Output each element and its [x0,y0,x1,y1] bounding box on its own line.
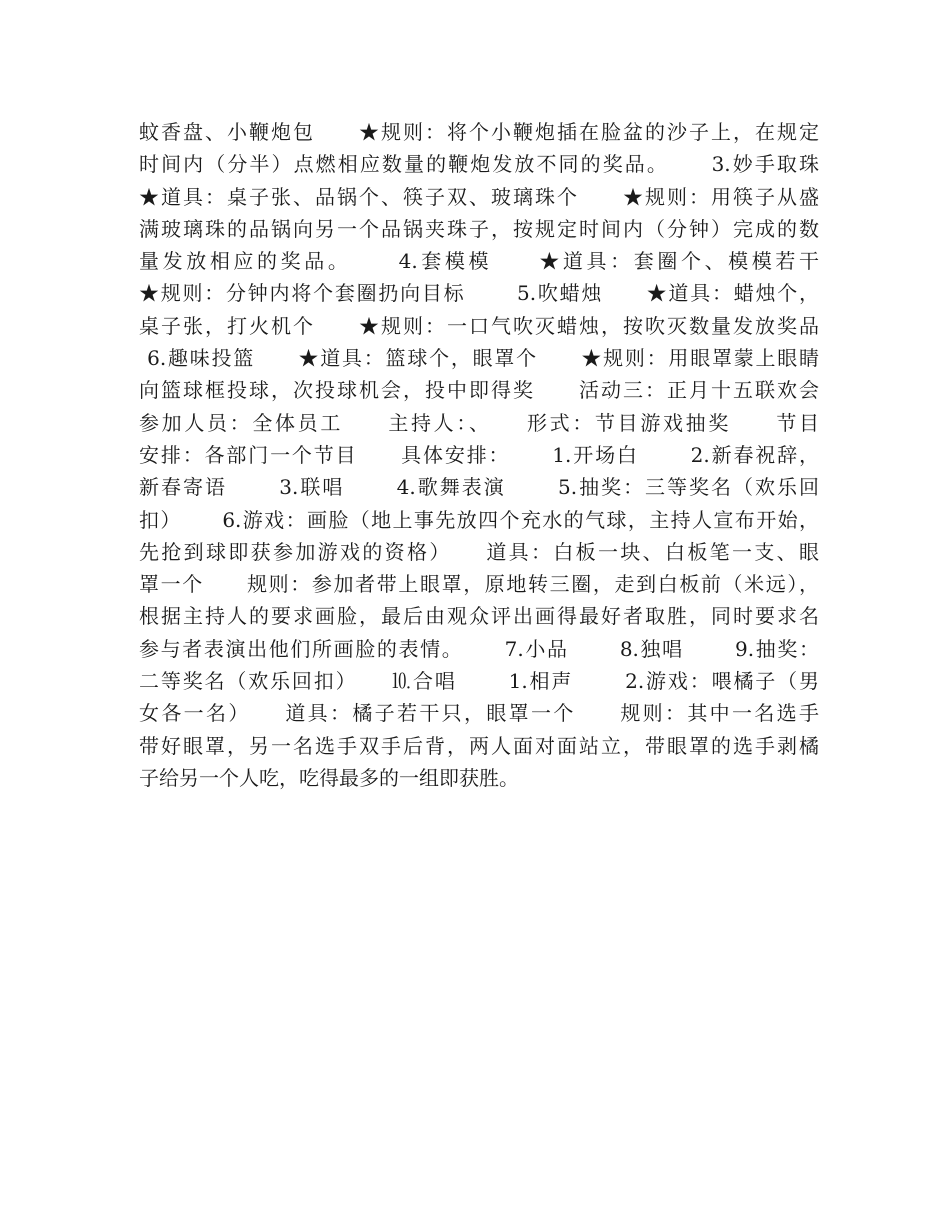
text-line: ★道具：桌子张、品锅个、筷子双、玻璃珠个 ★规则：用筷子从盛 [139,184,819,209]
text-line: 蚊香盘、小鞭炮包 ★规则：将个小鞭炮插在脸盆的沙子上，在规定 [139,120,819,144]
text-line: 扣） 6.游戏：画脸（地上事先放四个充水的气球，主持人宣布开始， [139,507,819,532]
text-line: 根据主持人的要求画脸，最后由观众评出画得最好者取胜，同时要求名 [139,604,819,629]
text-line: 罩一个 规则：参加者带上眼罩，原地转三圈，走到白板前（米远）， [139,572,819,597]
text-line: 桌子张，打火机个 ★规则：一口气吹灭蜡烛，按吹灭数量发放奖品 [139,313,819,338]
text-line: 时间内（分半）点燃相应数量的鞭炮发放不同的奖品。 3.妙手取珠 [139,152,819,177]
text-line: 参加人员：全体员工 主持人：、 形式：节目游戏抽奖 节目 [139,410,819,435]
text-line: 量发放相应的奖品。 4.套模模 ★道具：套圈个、模模若干 [139,249,819,274]
text-line: ★规则：分钟内将个套圈扔向目标 5.吹蜡烛 ★道具：蜡烛个， [139,281,819,306]
text-line: 女各一名） 道具：橘子若干只，眼罩一个 规则：其中一名选手 [139,701,819,726]
text-line: 6.趣味投篮 ★道具：篮球个，眼罩个 ★规则：用眼罩蒙上眼睛 [139,346,819,371]
text-line: 参与者表演出他们所画脸的表情。 7.小品 8.独唱 9.抽奖： [139,636,819,661]
text-line: 满玻璃珠的品锅向另一个品锅夹珠子，按规定时间内（分钟）完成的数 [139,216,819,241]
text-line: 新春寄语 3.联唱 4.歌舞表演 5.抽奖：三等奖名（欢乐回 [139,475,819,500]
body-text [139,116,819,794]
text-line: 带好眼罩，另一名选手双手后背，两人面对面站立，带眼罩的选手剥橘 [139,733,819,758]
text-line: 子给另一个人吃，吃得最多的一组即获胜。 [139,765,519,790]
text-line: 向篮球框投球，次投球机会，投中即得奖 活动三：正月十五联欢会 [139,378,819,403]
text-line: 二等奖名（欢乐回扣） ⒑合唱 1.相声 2.游戏：喂橘子（男 [139,669,819,694]
text-line: 先抢到球即获参加游戏的资格） 道具：白板一块、白板笔一支、眼 [139,539,819,564]
text-line: 安排：各部门一个节目 具体安排： 1.开场白 2.新春祝辞， [139,442,819,467]
